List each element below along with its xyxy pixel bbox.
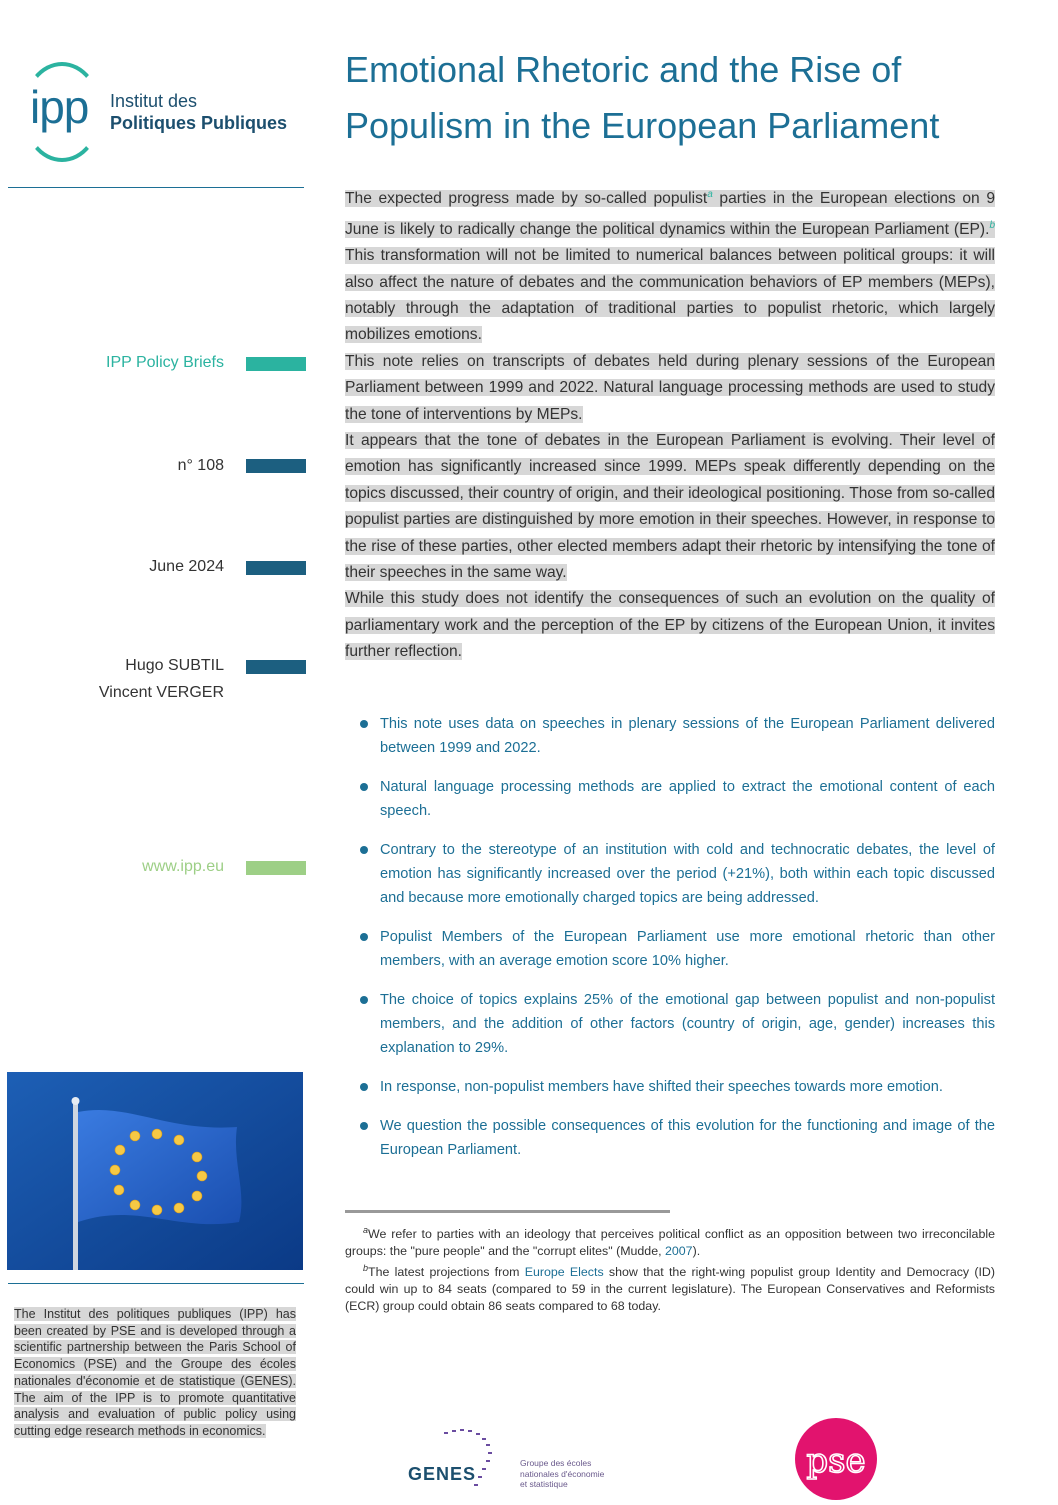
ipp-logo-line2: Politiques Publiques: [110, 113, 288, 133]
author-2: Vincent VERGER: [98, 684, 224, 701]
page-title: Emotional Rhetoric and the Rise of Populism in the European Parliament: [345, 49, 940, 146]
key-point: This note uses data on speeches in plenary sessions of the European Parliament delivered between 1999 and 2022.: [360, 712, 995, 760]
footnote-a-mark: a: [363, 1225, 369, 1235]
key-point: Contrary to the stereotype of an institution with cold and technocratic debates, the level of emotion has significantly increased over the period (+21%), both within each topic discussed and because more emotionally charged topics are being addressed.: [360, 838, 995, 910]
footnote-ref-b[interactable]: b: [989, 219, 995, 231]
key-point: Natural language processing methods are applied to extract the emotional content of each speech.: [360, 775, 995, 823]
ipp-description-text: The Institut des politiques publiques (IPP) has been created by PSE and is developed through a scientific partnership between the Paris School of Economics (PSE) and the Groupe des écoles nationales d'économie et de statistique (GENES). The aim of the IPP is to promote quantitative analysis and evaluation of public policy using cutting edge research methods in economics.: [14, 1307, 296, 1438]
footnote-a-end: ).: [692, 1244, 701, 1259]
ipp-logo-name: [110, 90, 287, 134]
abstract-p1-c: This transformation will not be limited to numerical balances between political groups: it will also affect the nature of debates and the communication behaviors of EP members (MEPs), notably through the adaptation of traditional parties to populist rhetoric, which largely mobilizes emotions.: [345, 247, 995, 344]
key-points-list: [360, 712, 995, 1177]
number-bar: [246, 459, 306, 473]
abstract-p1-a: The expected progress made by so-called populist: [345, 190, 708, 208]
website-bar: [246, 861, 306, 875]
abstract-p4: While this study does not identify the consequences of such an evolution on the quality of parliamentary work and the perception of the EP by citizens of the European Union, it invites further reflection.: [345, 590, 995, 661]
abstract-paragraph-1: [345, 182, 995, 349]
pse-logo: [795, 1418, 877, 1500]
brief-number: n° 108: [177, 457, 224, 474]
footnote-b: [345, 1260, 995, 1315]
left-top-divider: [8, 187, 304, 188]
series-label: IPP Policy Briefs: [106, 354, 224, 371]
abstract-p1-b: parties in the European elections on 9 June is likely to radically change the political dynamics within the European Parliament (EP).: [345, 190, 995, 238]
footnote-a-text: We refer to parties with an ideology that perceives political conflict as an opposition between two irreconcilable groups: the "pure people" and the "corrupt elites" (Mudde,: [345, 1227, 995, 1259]
date-bar: [246, 561, 306, 575]
author-1: Hugo SUBTIL: [125, 657, 224, 674]
eu-flag-emoji-image: [7, 1072, 303, 1270]
footnote-ref-a[interactable]: a: [707, 189, 713, 200]
abstract-p2: This note relies on transcripts of debates held during plenary sessions of the European Parliament between 1999 and 2022. Natural language processing methods are used to study the tone of interventions by MEPs.: [345, 352, 995, 423]
genes-logo-text: GENES: [408, 1464, 477, 1484]
ipp-logo-line1: Institut des: [110, 91, 198, 111]
europe-elects-link[interactable]: Europe Elects: [524, 1265, 604, 1280]
footnote-b-mark: b: [363, 1263, 369, 1274]
series-bar: [246, 357, 306, 371]
pse-logo-icon: [795, 1418, 877, 1500]
abstract-p3: It appears that the tone of debates in the European Parliament is evolving. Their level of emotion has significantly increased since 1999. MEPs speak differently depending on the topics discussed, their country of origin, and their ideological positioning. Those from so-called populist parties are distinguished by more emotion in their speeches. However, in response to the rise of these parties, other elected members adapt their rhetoric by intensifying the tone of their speeches in the same way.: [345, 432, 995, 582]
key-point: The choice of topics explains 25% of the emotional gap between populist and non-populist members, and the addition of other factors (country of origin, age, gender) increases this explanation to 29%.: [360, 988, 995, 1060]
footnotes: [345, 1222, 995, 1315]
left-bottom-divider: [8, 1283, 304, 1284]
abstract-paragraph-4: [345, 586, 995, 665]
footnote-divider: [345, 1210, 670, 1213]
authors-bar: [246, 660, 306, 674]
ipp-logo-abbr: ipp: [30, 81, 89, 133]
citation-link-mudde[interactable]: 2007: [664, 1244, 693, 1259]
pse-logo-text: pse: [806, 1441, 866, 1481]
genes-logo-caption: Groupe des écoles nationales d'économie et statistique: [520, 1458, 605, 1489]
footnote-b-end: show that the right-wing populist group Identity and Democracy (ID) could win up to 84 seats (compared to 59 in the current legislature). The European Conservatives and Reformists (ECR) group could obtain 86 seats compared to 68 today.: [345, 1265, 995, 1314]
ipp-description: [14, 1306, 296, 1440]
abstract-paragraph-2: [345, 349, 995, 428]
footnote-a: [345, 1222, 995, 1260]
website-link[interactable]: www.ipp.eu: [142, 858, 224, 875]
key-point: We question the possible consequences of this evolution for the functioning and image of the European Parliament.: [360, 1114, 995, 1162]
publication-date: June 2024: [149, 558, 224, 575]
key-point: In response, non-populist members have shifted their speeches towards more emotion.: [360, 1075, 995, 1099]
abstract-paragraph-3: [345, 428, 995, 586]
footnote-b-text: The latest projections from: [368, 1265, 525, 1280]
key-point: Populist Members of the European Parliament use more emotional rhetoric than other members, with an average emotion score 10% higher.: [360, 925, 995, 973]
abstract: [345, 182, 995, 666]
